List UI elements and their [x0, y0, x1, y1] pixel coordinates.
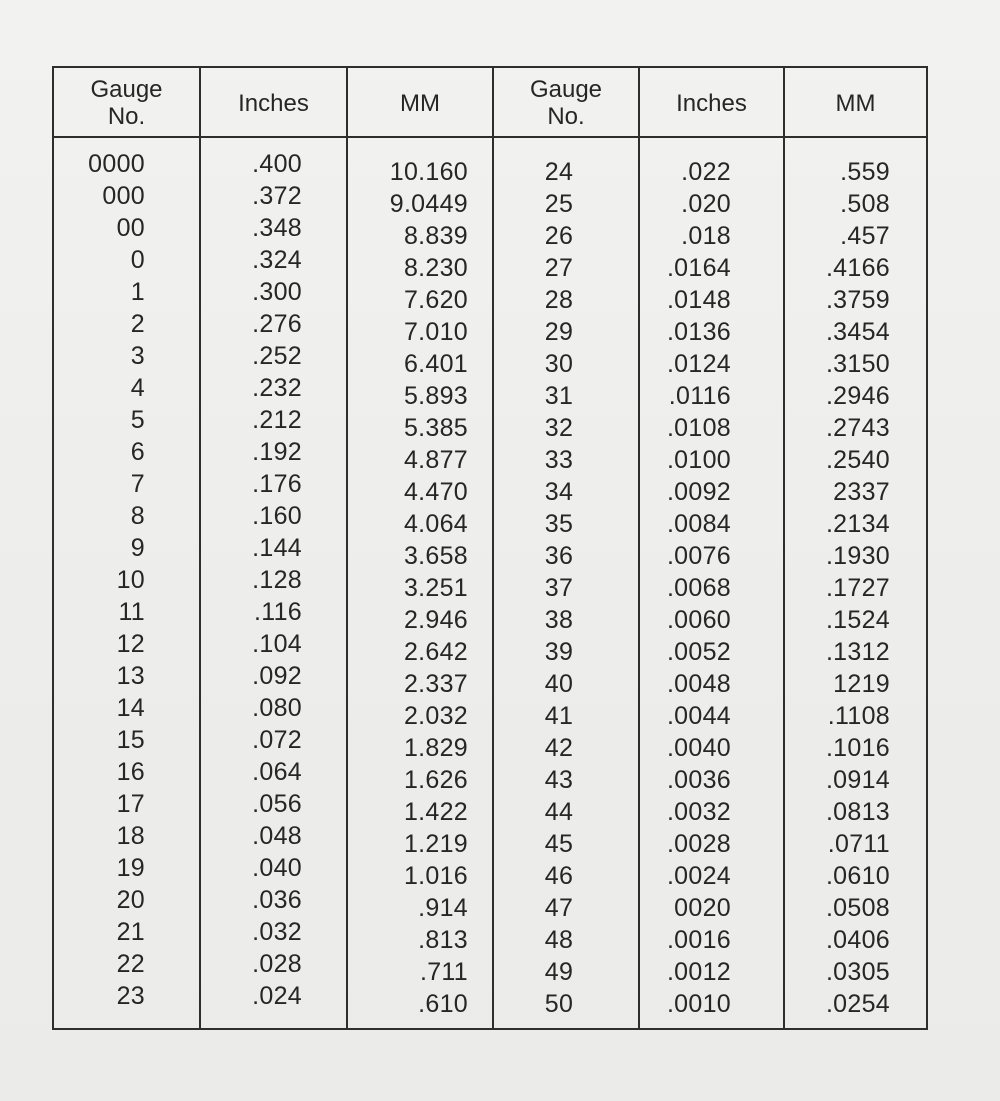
- table-cell: .0254: [825, 990, 890, 1018]
- table-cell: 27: [544, 254, 574, 282]
- table-cell: 43: [544, 766, 574, 794]
- table-cell: 21: [116, 918, 145, 946]
- table-cell: 36: [544, 542, 574, 570]
- table-cell: 0020: [674, 894, 731, 922]
- column-mm-right: [785, 68, 926, 1028]
- table-cell: .116: [253, 598, 302, 626]
- table-cell: 41: [544, 702, 574, 730]
- table-cell: .160: [252, 502, 302, 530]
- table-cell: .022: [681, 158, 731, 186]
- table-cell: 9.0449: [389, 190, 468, 218]
- table-cell: .1312: [825, 638, 890, 666]
- table-cell: 48: [544, 926, 574, 954]
- table-cell: .300: [252, 278, 302, 306]
- table-cell: 10: [116, 566, 145, 594]
- table-cell: .0914: [825, 766, 890, 794]
- table-cell: 47: [544, 894, 574, 922]
- header-mm-left: MM: [348, 68, 492, 138]
- table-cell: 18: [116, 822, 145, 850]
- table-cell: 2.032: [403, 702, 468, 730]
- table-cell: 1.219: [403, 830, 468, 858]
- table-cell: 23: [116, 982, 145, 1010]
- table-cell: 7.620: [403, 286, 468, 314]
- header-mm-right: MM: [785, 68, 926, 138]
- table-cell: .276: [252, 310, 302, 338]
- table-cell: 29: [544, 318, 574, 346]
- table-cell: .0711: [827, 830, 890, 858]
- table-cell: .176: [252, 470, 302, 498]
- cells-mm-right: [785, 156, 926, 1020]
- table-cell: .1727: [825, 574, 890, 602]
- table-cell: .032: [252, 918, 302, 946]
- table-cell: .324: [252, 246, 302, 274]
- column-inches-left: [201, 68, 348, 1028]
- table-cell: 50: [544, 990, 574, 1018]
- table-cell: 30: [544, 350, 574, 378]
- table-cell: 7.010: [403, 318, 468, 346]
- table-cell: .0610: [825, 862, 890, 890]
- table-cell: 8: [130, 502, 145, 530]
- table-cell: .1108: [827, 702, 890, 730]
- table-cell: .348: [252, 214, 302, 242]
- table-cell: .0028: [666, 830, 731, 858]
- cells-mm-left: [348, 156, 492, 1020]
- table-cell: .192: [252, 438, 302, 466]
- table-cell: 44: [544, 798, 574, 826]
- column-gauge-left: [54, 68, 201, 1028]
- table-cell: 40: [544, 670, 574, 698]
- table-cell: .0068: [666, 574, 731, 602]
- table-cell: .020: [681, 190, 731, 218]
- table-cell: .2134: [825, 510, 890, 538]
- table-cell: .3150: [825, 350, 890, 378]
- table-cell: .2743: [825, 414, 890, 442]
- table-cell: .1930: [825, 542, 890, 570]
- table-cell: .064: [252, 758, 302, 786]
- table-cell: .0010: [666, 990, 731, 1018]
- table-cell: 5.385: [403, 414, 468, 442]
- cells-inches-left: [201, 148, 346, 1012]
- table-cell: 11: [118, 598, 145, 626]
- wire-gauge-table: [52, 66, 928, 1030]
- table-cell: 26: [544, 222, 574, 250]
- table-cell: 3.251: [403, 574, 468, 602]
- table-cell: 6: [130, 438, 145, 466]
- table-cell: .0136: [666, 318, 731, 346]
- table-cell: .400: [252, 150, 302, 178]
- table-cell: 39: [544, 638, 574, 666]
- table-cell: .508: [840, 190, 890, 218]
- table-cell: 6.401: [403, 350, 468, 378]
- table-cell: 16: [116, 758, 145, 786]
- table-cell: .0060: [666, 606, 731, 634]
- table-cell: 4.877: [403, 446, 468, 474]
- table-cell: 0000: [88, 150, 145, 178]
- table-cell: .3759: [825, 286, 890, 314]
- table-cell: 13: [116, 662, 145, 690]
- table-cell: .144: [252, 534, 302, 562]
- header-gauge-no-right: Gauge No.: [494, 68, 638, 138]
- table-cell: .711: [419, 958, 468, 986]
- table-cell: 2: [130, 310, 145, 338]
- table-cell: .024: [252, 982, 302, 1010]
- table-cell: 12: [116, 630, 145, 658]
- cells-gauge-right: [494, 156, 638, 1020]
- table-cell: .0032: [666, 798, 731, 826]
- table-cell: 1: [130, 278, 145, 306]
- table-cell: 33: [544, 446, 574, 474]
- table-cell: .0044: [666, 702, 731, 730]
- table-cell: .1524: [825, 606, 890, 634]
- table-cell: .080: [252, 694, 302, 722]
- table-cell: .0048: [666, 670, 731, 698]
- table-cell: 32: [544, 414, 574, 442]
- table-cell: .0076: [666, 542, 731, 570]
- table-cell: .036: [252, 886, 302, 914]
- table-cell: 1.422: [403, 798, 468, 826]
- table-cell: .1016: [825, 734, 890, 762]
- table-cell: 1.016: [403, 862, 468, 890]
- table-cell: 46: [544, 862, 574, 890]
- table-cell: 19: [116, 854, 145, 882]
- table-cell: .018: [681, 222, 731, 250]
- table-cell: .028: [252, 950, 302, 978]
- table-cell: .0100: [666, 446, 731, 474]
- table-cell: .048: [252, 822, 302, 850]
- table-cell: .0124: [666, 350, 731, 378]
- table-cell: .0148: [666, 286, 731, 314]
- table-cell: .0040: [666, 734, 731, 762]
- table-cell: 37: [544, 574, 574, 602]
- table-cell: 25: [544, 190, 574, 218]
- table-cell: .092: [252, 662, 302, 690]
- table-cell: 14: [116, 694, 145, 722]
- table-cell: 00: [116, 214, 145, 242]
- table-cell: .610: [418, 990, 468, 1018]
- cells-gauge-left: [54, 148, 199, 1012]
- table-cell: 3: [130, 342, 145, 370]
- table-cell: .212: [252, 406, 302, 434]
- column-inches-right: [640, 68, 785, 1028]
- table-cell: .0024: [666, 862, 731, 890]
- table-cell: .3454: [825, 318, 890, 346]
- table-cell: .372: [252, 182, 302, 210]
- table-cell: 4: [130, 374, 145, 402]
- table-cell: .232: [252, 374, 302, 402]
- table-cell: 2.946: [403, 606, 468, 634]
- header-gauge-no-left: Gauge No.: [54, 68, 199, 138]
- table-cell: 28: [544, 286, 574, 314]
- table-cell: .0012: [666, 958, 731, 986]
- table-cell: 10.160: [389, 158, 468, 186]
- table-cell: .128: [252, 566, 302, 594]
- table-cell: 34: [544, 478, 574, 506]
- table-cell: 38: [544, 606, 574, 634]
- table-cell: 42: [544, 734, 574, 762]
- table-cell: .040: [252, 854, 302, 882]
- table-cell: .457: [840, 222, 890, 250]
- column-mm-left: [348, 68, 494, 1028]
- table-cell: .813: [418, 926, 468, 954]
- table-cell: .2946: [825, 382, 890, 410]
- table-cell: 1219: [833, 670, 890, 698]
- table-cell: 49: [544, 958, 574, 986]
- table-cell: .0108: [666, 414, 731, 442]
- table-cell: .252: [252, 342, 302, 370]
- table-cell: .914: [418, 894, 468, 922]
- table-cell: .0016: [666, 926, 731, 954]
- table-cell: .0084: [666, 510, 731, 538]
- table-cell: .559: [840, 158, 890, 186]
- table-cell: .0508: [825, 894, 890, 922]
- cells-inches-right: [640, 156, 783, 1020]
- table-cell: 4.064: [403, 510, 468, 538]
- table-cell: 000: [102, 182, 145, 210]
- table-cell: .0092: [666, 478, 731, 506]
- table-cell: .056: [252, 790, 302, 818]
- header-inches-left: Inches: [201, 68, 346, 138]
- table-cell: 2337: [833, 478, 890, 506]
- table-cell: 20: [116, 886, 145, 914]
- table-cell: 0: [130, 246, 145, 274]
- table-cell: .0116: [668, 382, 731, 410]
- table-cell: .4166: [825, 254, 890, 282]
- table-cell: 5: [130, 406, 145, 434]
- table-cell: 5.893: [403, 382, 468, 410]
- table-cell: 45: [544, 830, 574, 858]
- table-cell: 31: [544, 382, 574, 410]
- table-cell: 3.658: [403, 542, 468, 570]
- table-cell: 15: [116, 726, 145, 754]
- table-cell: .0036: [666, 766, 731, 794]
- table-cell: 35: [544, 510, 574, 538]
- table-cell: 22: [116, 950, 145, 978]
- table-cell: 4.470: [403, 478, 468, 506]
- table-cell: .0164: [666, 254, 731, 282]
- table-cell: 8.230: [403, 254, 468, 282]
- table-cell: 9: [130, 534, 145, 562]
- table-cell: 1.829: [403, 734, 468, 762]
- table-cell: 2.337: [403, 670, 468, 698]
- table-cell: 17: [116, 790, 145, 818]
- table-cell: .2540: [825, 446, 890, 474]
- table-cell: 24: [544, 158, 574, 186]
- column-gauge-right: [494, 68, 640, 1028]
- table-cell: 2.642: [403, 638, 468, 666]
- table-cell: .0813: [825, 798, 890, 826]
- table-cell: .0406: [825, 926, 890, 954]
- table-cell: .0052: [666, 638, 731, 666]
- table-cell: 8.839: [403, 222, 468, 250]
- table-cell: .104: [252, 630, 302, 658]
- table-cell: 7: [130, 470, 145, 498]
- table-cell: .072: [252, 726, 302, 754]
- table-cell: .0305: [825, 958, 890, 986]
- header-inches-right: Inches: [640, 68, 783, 138]
- table-cell: 1.626: [403, 766, 468, 794]
